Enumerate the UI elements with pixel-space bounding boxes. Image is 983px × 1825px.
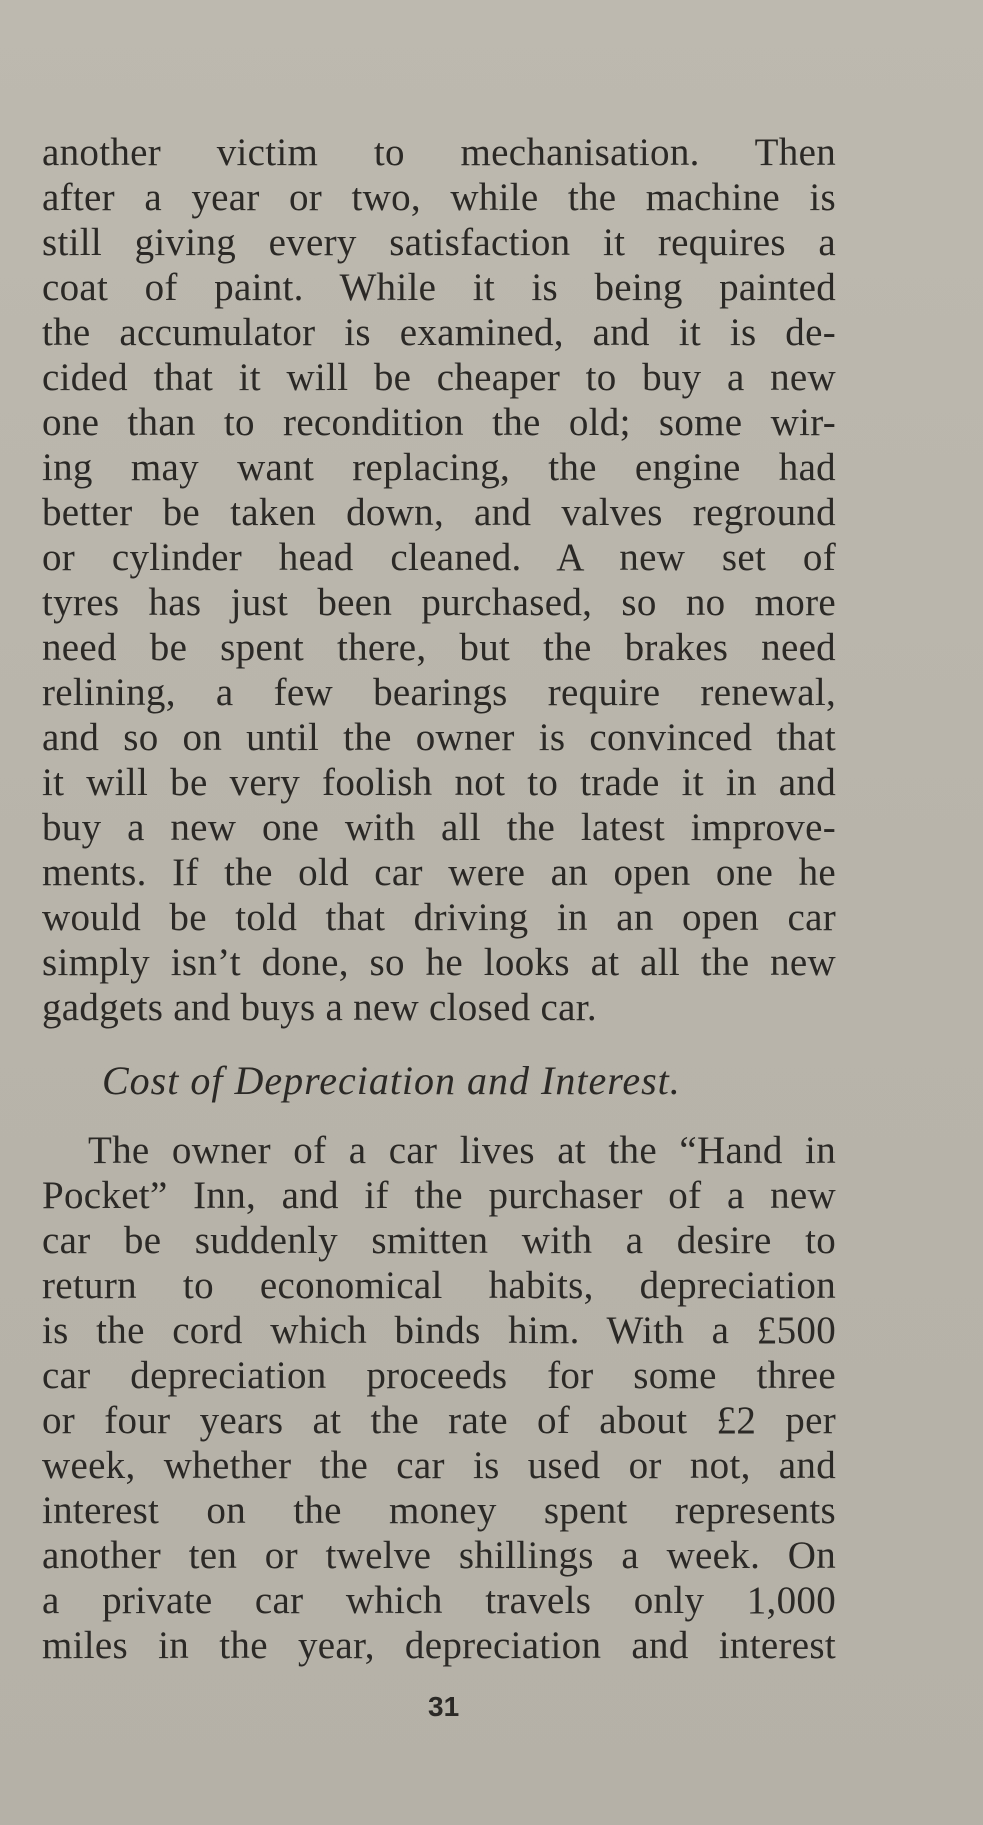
text-line: another ten or twelve shillings a week. On	[42, 1534, 836, 1577]
text-line: is the cord which binds him. With a £500	[42, 1309, 836, 1352]
section-heading: Cost of Depreciation and Interest.	[102, 1058, 681, 1103]
text-line: one than to recondition the old; some wir-	[42, 401, 836, 444]
text-line: need be spent there, but the brakes need	[42, 626, 836, 669]
text-line: miles in the year, depreciation and interest	[42, 1624, 836, 1667]
text-line: week, whether the car is used or not, and	[42, 1444, 836, 1487]
text-line: after a year or two, while the machine is	[42, 176, 836, 219]
text-line: still giving every satisfaction it requires a	[42, 221, 836, 264]
text-line: cided that it will be cheaper to buy a new	[42, 356, 836, 399]
text-line: relining, a few bearings require renewal,	[42, 671, 836, 714]
text-line: simply isn’t done, so he looks at all the new	[42, 941, 836, 984]
text-line: ing may want replacing, the engine had	[42, 446, 836, 489]
text-line: Pocket” Inn, and if the purchaser of a new	[42, 1174, 836, 1217]
text-line: tyres has just been purchased, so no more	[42, 581, 836, 624]
text-line: buy a new one with all the latest improve-	[42, 806, 836, 849]
text-line: or cylinder head cleaned. A new set of	[42, 536, 836, 579]
text-line: or four years at the rate of about £2 per	[42, 1399, 836, 1442]
text-line: better be taken down, and valves reground	[42, 491, 836, 534]
text-line: car be suddenly smitten with a desire to	[42, 1219, 836, 1262]
paragraph-mechanisation	[42, 130, 836, 1030]
text-line: return to economical habits, depreciation	[42, 1264, 836, 1307]
paragraph-depreciation	[42, 1128, 836, 1668]
text-line: coat of paint. While it is being painted	[42, 266, 836, 309]
text-line: and so on until the owner is convinced that	[42, 716, 836, 759]
text-line: car depreciation proceeds for some three	[42, 1354, 836, 1397]
text-line: interest on the money spent represents	[42, 1489, 836, 1532]
text-line: The owner of a car lives at the “Hand in	[88, 1129, 836, 1172]
page-number: 31	[428, 1691, 460, 1722]
text-line: the accumulator is examined, and it is de-	[42, 311, 836, 354]
text-line: a private car which travels only 1,000	[42, 1579, 836, 1622]
text-line: gadgets and buys a new closed car.	[42, 986, 597, 1029]
text-line: would be told that driving in an open car	[42, 896, 836, 939]
text-line: it will be very foolish not to trade it in and	[42, 761, 836, 804]
text-line: another victim to mechanisation. Then	[42, 131, 836, 174]
text-line: ments. If the old car were an open one he	[42, 851, 836, 894]
